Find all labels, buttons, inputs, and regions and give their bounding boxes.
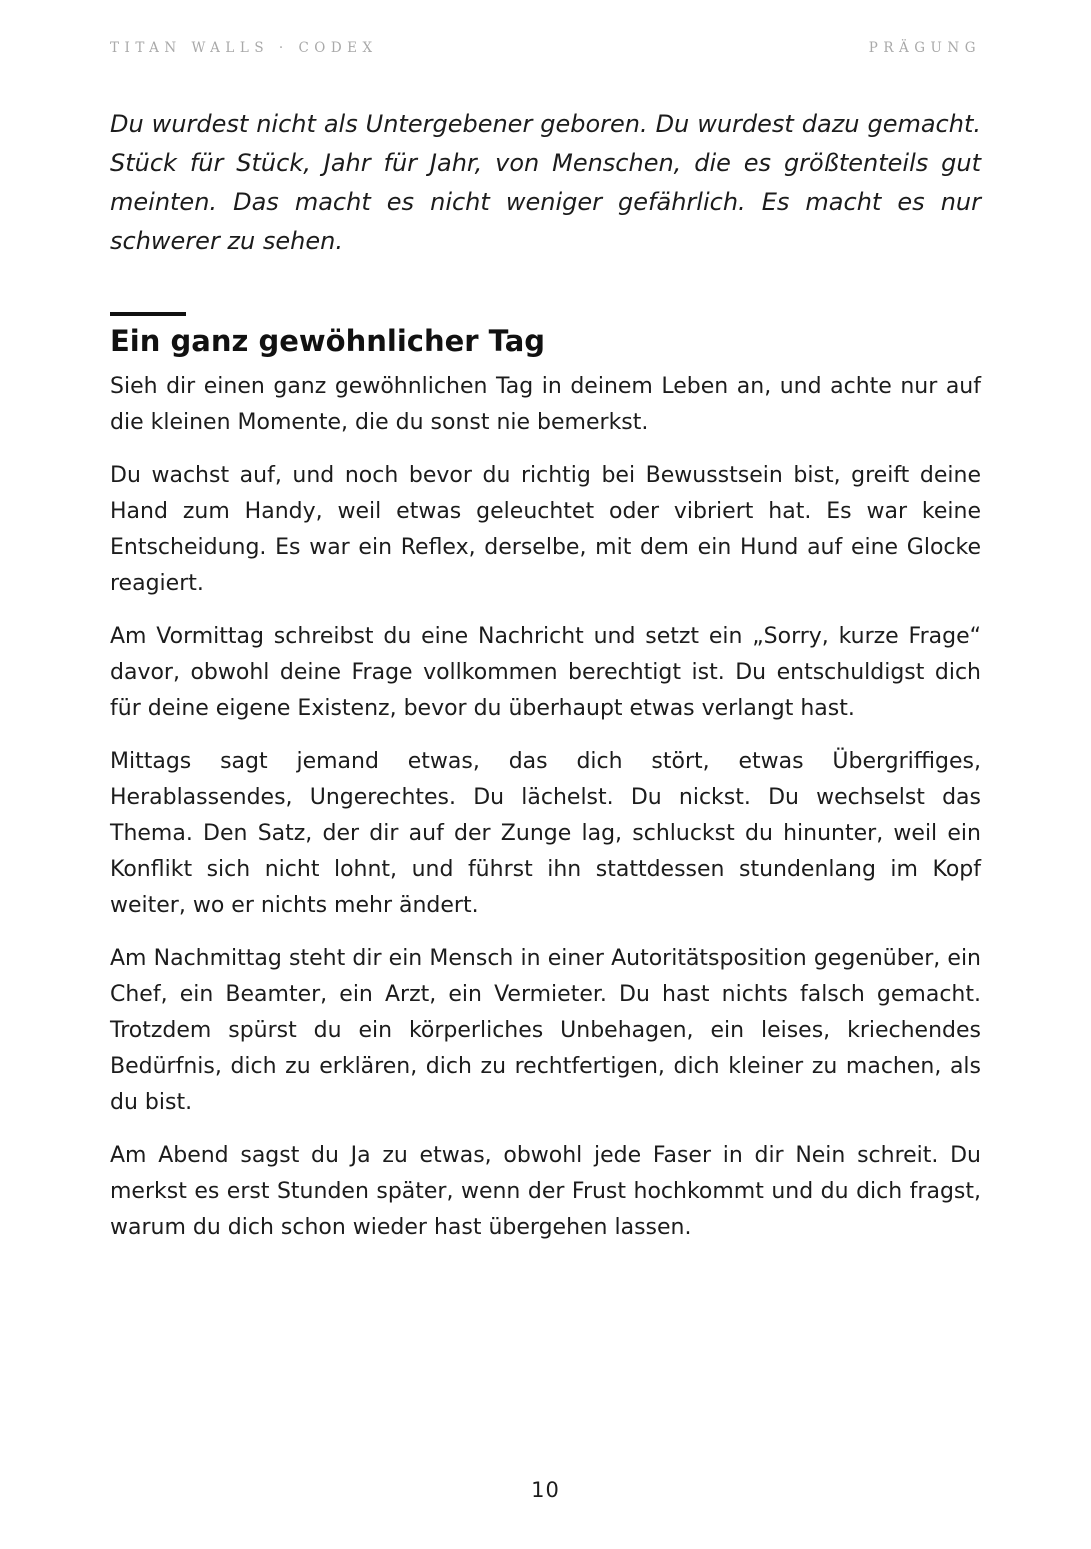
page-content [110, 105, 981, 1263]
body-paragraph: Mittags sagt jemand etwas, das dich stört, etwas Übergriffiges, Herablassendes, Ungerechtes. Du lächelst. Du nickst. Du wechselst das Thema. Den Satz, der dir auf der Zunge lag, schluckst du hinunter, weil ein Konflikt sich nicht lohnt, und führst ihn stattdessen stundenlang im Kopf weiter, wo er nichts mehr ändert. [110, 749, 981, 918]
body-paragraph: Du wachst auf, und noch bevor du richtig bei Bewusstsein bist, greift deine Hand zum Handy, weil etwas geleuchtet oder vibriert hat. Es war keine Entscheidung. Es war ein Reflex, derselbe, mit dem ein Hund auf eine Glocke reagiert. [110, 463, 981, 596]
running-header [110, 40, 981, 60]
section-title: Ein ganz gewöhnlicher Tag [110, 324, 546, 358]
header-chapter-title: PRÄGUNG [868, 40, 981, 56]
epigraph: Du wurdest nicht als Untergebener geboren. Du wurdest dazu gemacht. Stück für Stück, Jahr für Jahr, von Menschen, die es größtenteils gut meinten. Das macht es nicht weniger gefährlich. Es macht es nur schwerer zu sehen. [110, 110, 981, 255]
section-rule [110, 312, 186, 316]
body-paragraph: Am Nachmittag steht dir ein Mensch in einer Autoritätsposition gegenüber, ein Chef, ein Beamter, ein Arzt, ein Vermieter. Du hast nichts falsch gemacht. Trotzdem spürst du ein körperliches Unbehagen, ein leises, kriechendes Bedürfnis, dich zu erklären, dich zu rechtfertigen, dich kleiner zu machen, als du bist. [110, 946, 981, 1115]
header-book-title: TITAN WALLS · CODEX [110, 40, 378, 56]
body-paragraph: Sieh dir einen ganz gewöhnlichen Tag in deinem Leben an, und achte nur auf die kleinen Momente, die du sonst nie bemerkst. [110, 374, 981, 435]
page-number: 10 [531, 1478, 560, 1502]
body-paragraph: Am Vormittag schreibst du eine Nachricht und setzt ein „Sorry, kurze Frage“ davor, obwohl deine Frage vollkommen berechtigt ist. Du entschuldigst dich für deine eigene Existenz, bevor du überhaupt etwas verlangt hast. [110, 624, 981, 721]
body-paragraph: Am Abend sagst du Ja zu etwas, obwohl jede Faser in dir Nein schreit. Du merkst es erst Stunden später, wenn der Frust hochkommt und du dich fragst, warum du dich schon wieder hast übergehen lassen. [110, 1143, 981, 1240]
